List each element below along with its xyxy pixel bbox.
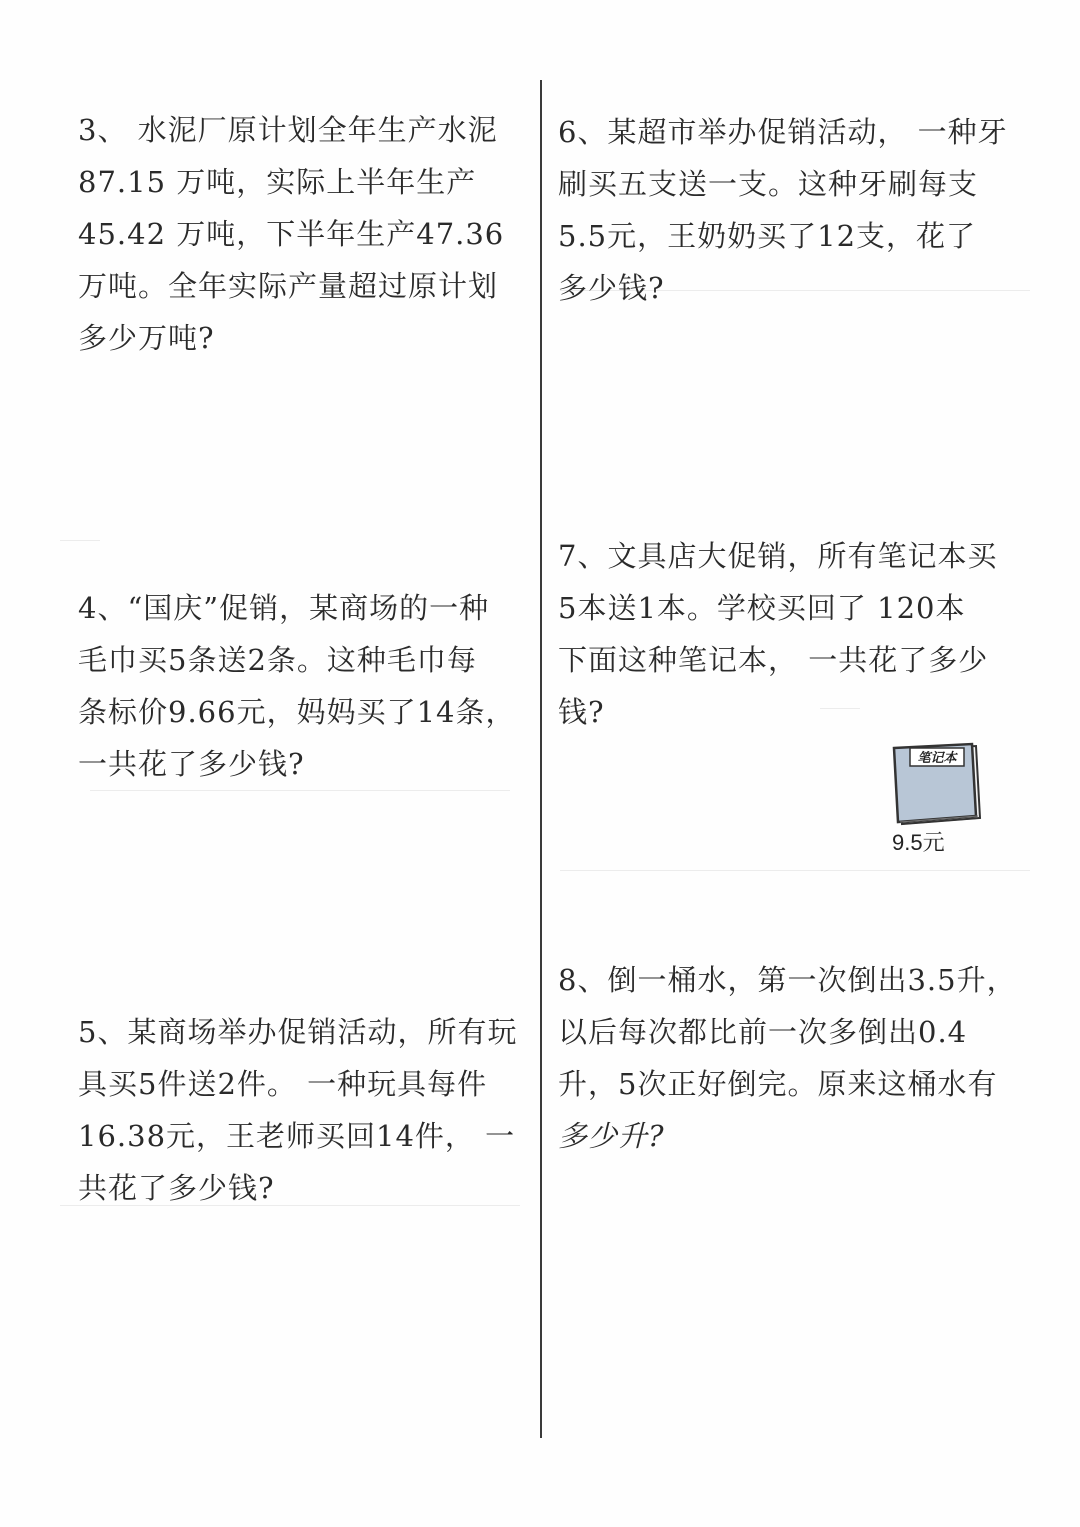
problem-8 bbox=[558, 954, 1017, 1162]
problem-5 bbox=[78, 1006, 517, 1214]
problem-4 bbox=[78, 582, 515, 790]
problem-3 bbox=[78, 104, 504, 364]
problem-text-line: 5、某商场举办促销活动，所有玩 bbox=[78, 1015, 518, 1049]
problem-text-line: 16.38元，王老师买回14件， 一 bbox=[78, 1119, 516, 1153]
problem-text-line: 多少钱? bbox=[558, 271, 665, 305]
problem-text-line: 共花了多少钱? bbox=[78, 1171, 275, 1205]
problem-6 bbox=[558, 106, 1008, 314]
faint-rule bbox=[60, 540, 100, 541]
problem-text-line: 具买5件送2件。 一种玩具每件 bbox=[78, 1067, 488, 1101]
problem-text-line: 钱? bbox=[558, 695, 605, 729]
problem-text-line: 下面这种笔记本， 一共花了多少 bbox=[558, 643, 989, 677]
problem-text-line: 条标价9.66元，妈妈买了14条， bbox=[78, 695, 516, 729]
column-divider bbox=[540, 80, 542, 1438]
notebook-cover-title: 笔记本 bbox=[917, 751, 957, 766]
notebook-icon bbox=[888, 742, 988, 832]
problem-text-line: 45.42 万吨，下半年生产47.36 bbox=[78, 217, 505, 251]
problem-text-line: 多少万吨? bbox=[78, 321, 215, 355]
problem-text-line: 升，5次正好倒完。原来这桶水有 bbox=[558, 1067, 998, 1101]
problem-text-line: 87.15 万吨，实际上半年生产 bbox=[78, 165, 477, 199]
notebook-price-label: 9.5元 bbox=[892, 830, 945, 855]
problem-text-line: 6、某超市举办促销活动， 一种牙 bbox=[558, 115, 1008, 149]
problem-text-line: 7、文具店大促销，所有笔记本买 bbox=[558, 539, 998, 573]
problem-text-line: 万吨。全年实际产量超过原计划 bbox=[78, 269, 499, 303]
problem-text-line: 毛巾买5条送2条。这种毛巾每 bbox=[78, 643, 477, 677]
problem-text-line: 5本送1本。学校买回了 120本 bbox=[558, 591, 966, 625]
problem-text-line: 一共花了多少钱? bbox=[78, 747, 305, 781]
problem-text-line: 多少升? bbox=[558, 1119, 665, 1153]
faint-rule bbox=[90, 790, 510, 791]
problem-text-line: 3、 水泥厂原计划全年生产水泥 bbox=[78, 113, 498, 147]
problem-text-line: 刷买五支送一支。这种牙刷每支 bbox=[558, 167, 979, 201]
problem-text-line: 4、“国庆”促销，某商场的一种 bbox=[78, 591, 490, 625]
problem-7 bbox=[558, 530, 997, 738]
problem-text-line: 8、倒一桶水，第一次倒出3.5升， bbox=[558, 963, 1017, 997]
problem-text-line: 以后每次都比前一次多倒出0.4 bbox=[558, 1015, 968, 1049]
faint-rule bbox=[560, 870, 1030, 871]
problem-text-line: 5.5元，王奶奶买了12支，花了 bbox=[558, 219, 977, 253]
